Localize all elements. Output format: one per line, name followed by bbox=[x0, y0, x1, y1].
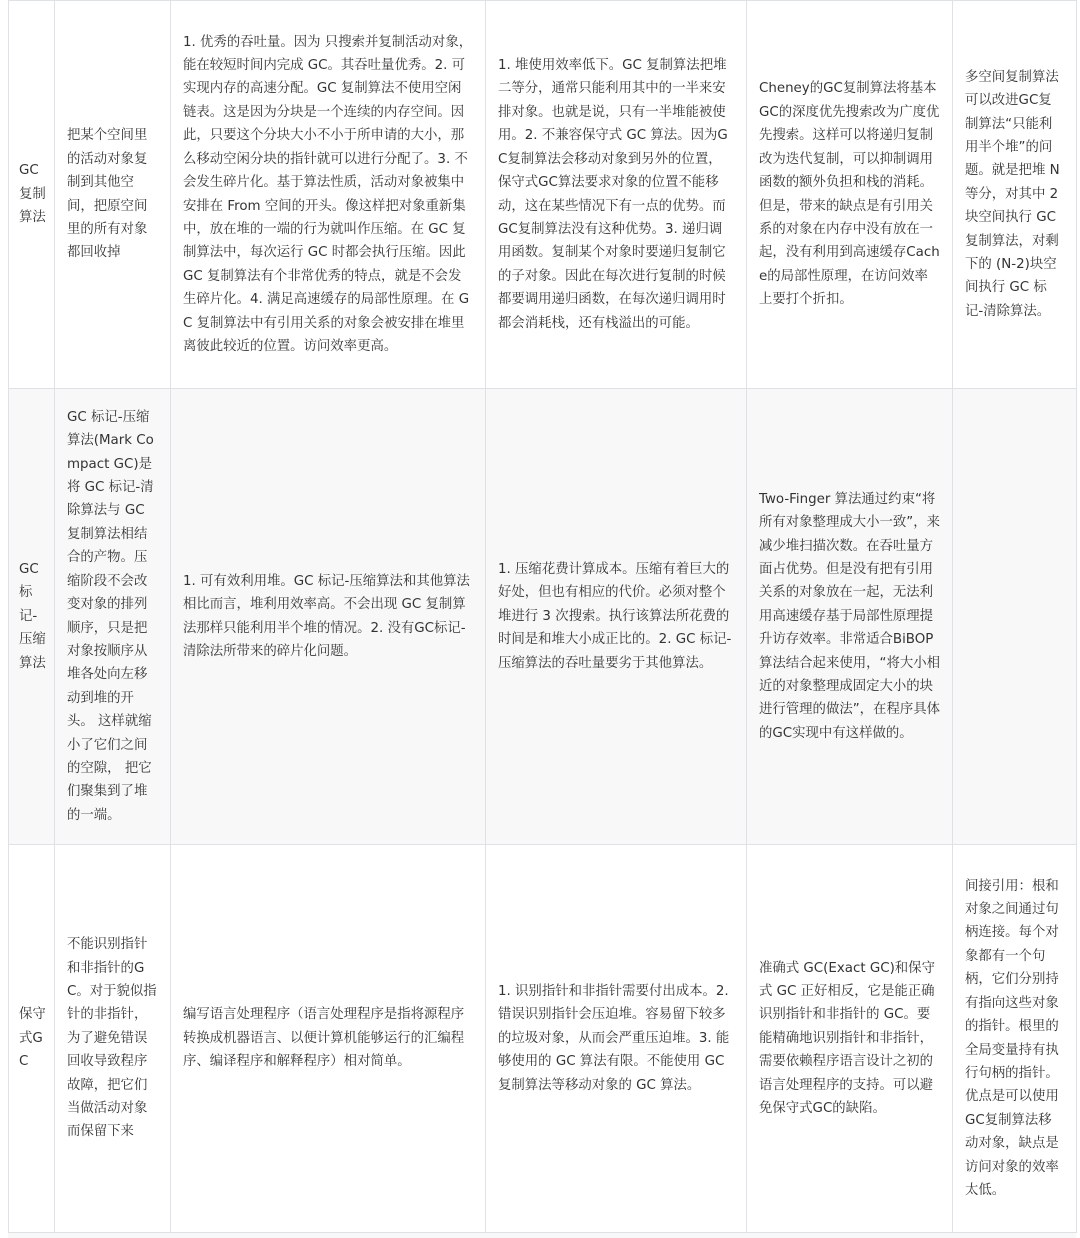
algorithm-name-cell: 保守式GC bbox=[9, 845, 55, 1233]
table-bottom-edge bbox=[8, 1232, 1076, 1238]
definition-cell: 把某个空间里的活动对象复制到其他空间，把原空间里的所有对象都回收掉 bbox=[55, 1, 171, 389]
improvement-cell: Two-Finger 算法通过约束“将所有对象整理成大小一致”，来减少堆扫描次数。在吞吐量方面占优势。但是没有把有引用关系的对象放在一起，无法利用高速缓存基于局部性原理提升访存效率。非常适合BiBOP算法结合起来使用，“将大小相近的对象整理成固定大小的块进行管理的做法”，在程序具体的GC实现中有这样做的。 bbox=[747, 389, 953, 845]
definition-cell: 不能识别指针和非指针的GC。对于貌似指针的非指针，为了避免错误回收导致程序故障，把它们当做活动对象而保留下来 bbox=[55, 845, 171, 1233]
gc-algorithm-table bbox=[8, 0, 1077, 1233]
table-row bbox=[9, 389, 1077, 845]
advantages-cell: 1. 优秀的吞吐量。因为 只搜索并复制活动对象，能在较短时间内完成 GC。其吞吐量优秀。2. 可实现内存的高速分配。GC 复制算法不使用空闲链表。这是因为分块是一个连续的内存空间。因此，只要这个分块大小不小于所申请的大小，那么移动空闲分块的指针就可以进行分配了。3. 不会发生碎片化。基于算法性质，活动对象被集中安排在 From 空间的开头。像这样把对象重新集中，放在堆的一端的行为就叫作压缩。在 GC 复制算法中，每次运行 GC 时都会执行压缩。因此 GC 复制算法有个非常优秀的特点，就是不会发生碎片化。4. 满足高速缓存的局部性原理。在 GC 复制算法中有引用关系的对象会被安排在堆里离彼此较近的位置。访问效率更高。 bbox=[171, 1, 486, 389]
advantages-cell: 1. 可有效利用堆。GC 标记-压缩算法和其他算法相比而言，堆利用效率高。不会出现 GC 复制算法那样只能利用半个堆的情况。2. 没有GC标记-清除法所带来的碎片化问题。 bbox=[171, 389, 486, 845]
notes-cell: 多空间复制算法可以改进GC复制算法“只能利用半个堆”的问题。就是把堆 N 等分，对其中 2 块空间执行 GC 复制算法，对剩下的 (N-2)块空间执行 GC 标记-清除算法。 bbox=[953, 1, 1077, 389]
definition-cell: GC 标记-压缩算法(Mark Compact GC)是将 GC 标记-清除算法与 GC 复制算法相结合的产物。压缩阶段不会改变对象的排列顺序，只是把对象按顺序从堆各处向左移动到堆的开头。 这样就缩小了它们之间的空隙， 把它们聚集到了堆的一端。 bbox=[55, 389, 171, 845]
notes-cell bbox=[953, 389, 1077, 845]
algorithm-name-cell: GC复制算法 bbox=[9, 1, 55, 389]
advantages-cell: 编写语言处理程序（语言处理程序是指将源程序转换成机器语言、以便计算机能够运行的汇编程序、编译程序和解释程序）相对简单。 bbox=[171, 845, 486, 1233]
improvement-cell: Cheney的GC复制算法将基本GC的深度优先搜索改为广度优先搜索。这样可以将递归复制改为迭代复制，可以抑制调用函数的额外负担和栈的消耗。 但是，带来的缺点是有引用关系的对象在内存中没有放在一起，没有利用到高速缓存Cache的局部性原理，在访问效率上要打个折扣。 bbox=[747, 1, 953, 389]
disadvantages-cell: 1. 识别指针和非指针需要付出成本。2. 错误识别指针会压迫堆。容易留下较多的垃圾对象，从而会严重压迫堆。3. 能够使用的 GC 算法有限。不能使用 GC 复制算法等移动对象的 GC 算法。 bbox=[486, 845, 747, 1233]
table-row bbox=[9, 845, 1077, 1233]
disadvantages-cell: 1. 堆使用效率低下。GC 复制算法把堆二等分，通常只能利用其中的一半来安排对象。也就是说，只有一半堆能被使用。2. 不兼容保守式 GC 算法。因为GC复制算法会移动对象到另外的位置，保守式GC算法要求对象的位置不能移动，这在某些情况下有一点的优势。而GC复制算法没有这种优势。3. 递归调用函数。复制某个对象时要递归复制它的子对象。因此在每次进行复制的时候都要调用递归函数，在每次递归调用时都会消耗栈，还有栈溢出的可能。 bbox=[486, 1, 747, 389]
algorithm-name-cell: GC标记-压缩算法 bbox=[9, 389, 55, 845]
improvement-cell: 准确式 GC(Exact GC)和保守式 GC 正好相反，它是能正确识别指针和非指针的 GC。要能精确地识别指针和非指针，需要依赖程序语言设计之初的语言处理程序的支持。可以避免保守式GC的缺陷。 bbox=[747, 845, 953, 1233]
disadvantages-cell: 1. 压缩花费计算成本。压缩有着巨大的好处，但也有相应的代价。必须对整个堆进行 3 次搜索。执行该算法所花费的时间是和堆大小成正比的。2. GC 标记-压缩算法的吞吐量要劣于其他算法。 bbox=[486, 389, 747, 845]
notes-cell: 间接引用：根和对象之间通过句柄连接。每个对象都有一个句柄，它们分别持有指向这些对象的指针。根里的全局变量持有执行句柄的指针。优点是可以使用GC复制算法移动对象，缺点是访问对象的效率太低。 bbox=[953, 845, 1077, 1233]
table-row bbox=[9, 1, 1077, 389]
